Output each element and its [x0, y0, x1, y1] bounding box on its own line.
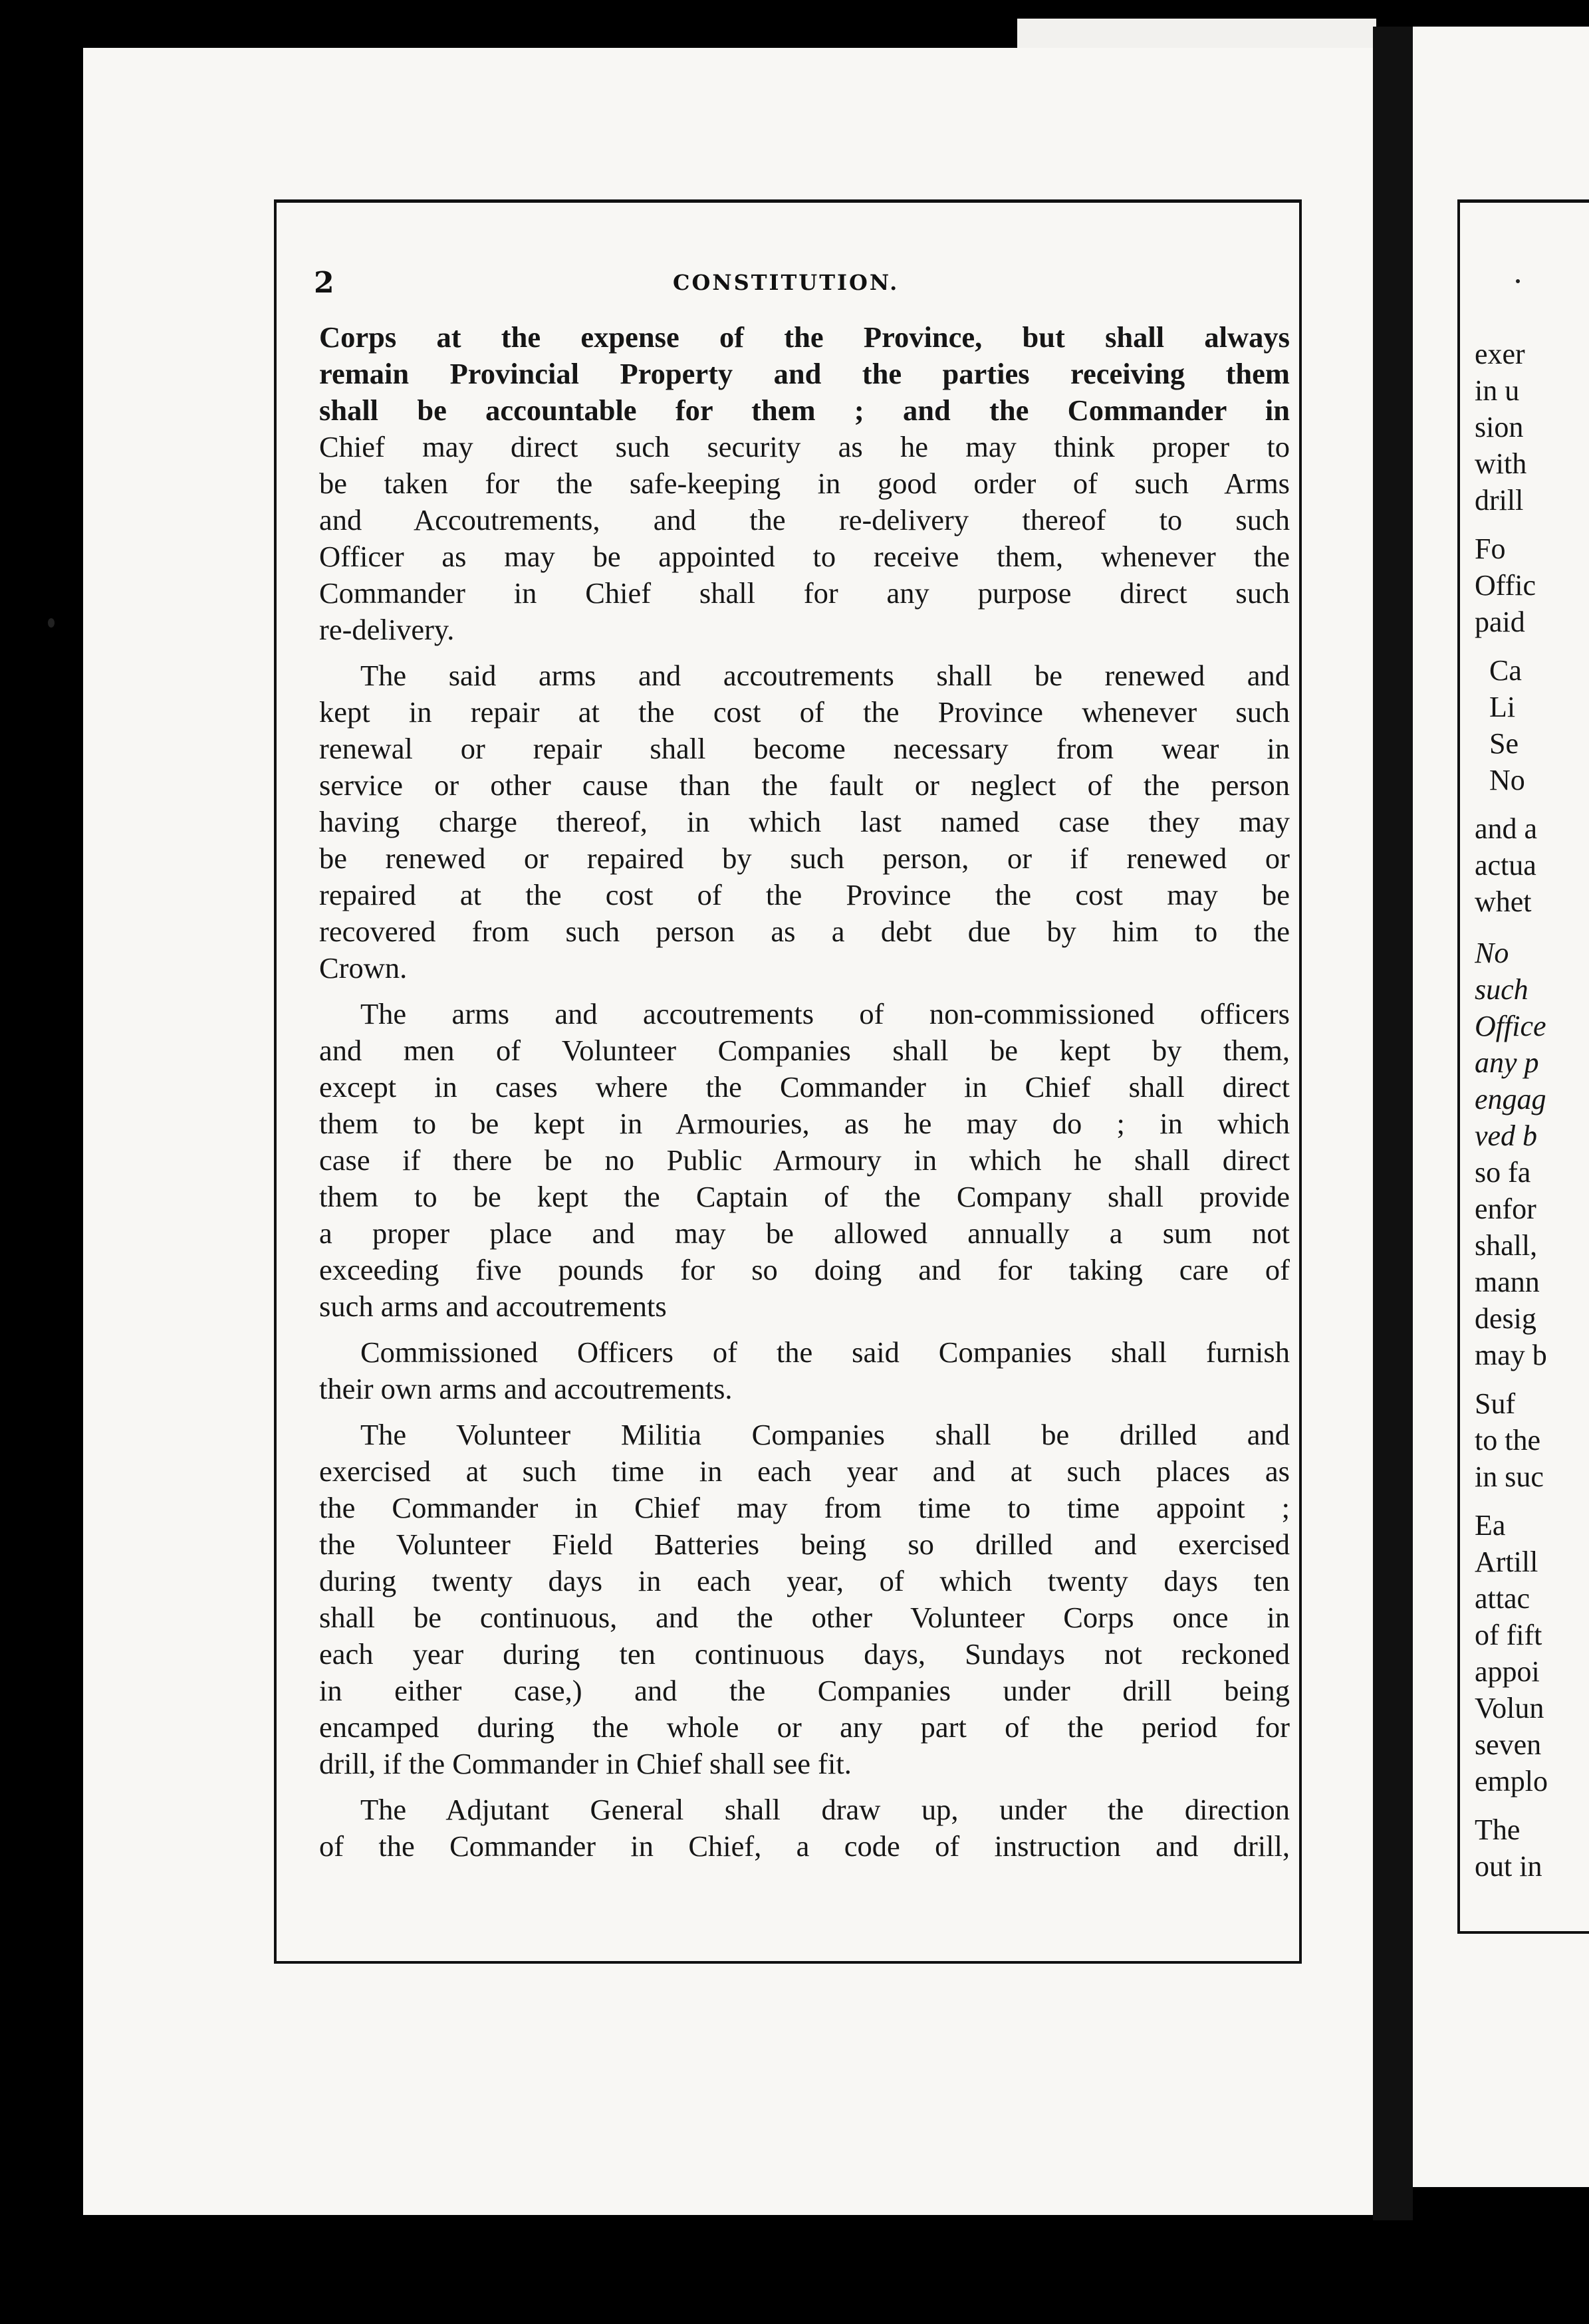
right-page-fragment: any p	[1475, 1046, 1539, 1079]
right-page-fragment: Office	[1475, 1010, 1546, 1042]
text-line: the Volunteer Field Batteries being so drilled and exercised	[319, 1528, 1290, 1561]
text-line: each year during ten continuous days, Sundays not reckoned	[319, 1637, 1290, 1671]
text-line: kept in repair at the cost of the Province whenever such	[319, 695, 1290, 729]
text-line: Chief may direct such security as he may think proper to	[319, 430, 1290, 463]
text-line: having charge thereof, in which last named case they may	[319, 805, 1290, 838]
text-line: The Adjutant General shall draw up, under the direction	[360, 1793, 1290, 1826]
text-line: exercised at such time in each year and at such places as	[319, 1454, 1290, 1488]
scan-speck	[48, 618, 55, 628]
text-line: The arms and accoutrements of non-commissioned officers	[360, 997, 1290, 1030]
right-page-fragment: Offic	[1475, 569, 1536, 602]
right-page-fragment: Ea	[1475, 1509, 1506, 1542]
body-text	[319, 319, 1290, 1865]
right-page-fragment: attac	[1475, 1582, 1530, 1615]
right-page-fragment: The	[1475, 1813, 1521, 1846]
right-page-fragment: appoi	[1475, 1655, 1540, 1688]
text-line: a proper place and may be allowed annually a sum not	[319, 1217, 1290, 1250]
right-page-fragment: with	[1475, 447, 1527, 480]
paragraph	[319, 1417, 1290, 1782]
page-number: 2	[314, 266, 334, 300]
text-line: Officer as may be appointed to receive them, whenever the	[319, 540, 1290, 573]
right-page-fragment: seven	[1475, 1728, 1542, 1761]
text-line: Commander in Chief shall for any purpose direct such	[319, 576, 1290, 610]
right-page-fragment: desig	[1475, 1302, 1536, 1335]
text-line: Commissioned Officers of the said Companies shall furnish	[360, 1336, 1290, 1369]
right-page-fragment: engag	[1475, 1083, 1546, 1115]
scan-speck	[1516, 279, 1520, 283]
right-page-fragment: and a	[1475, 812, 1538, 845]
paragraph	[319, 657, 1290, 987]
right-page-fragment: No	[1489, 764, 1525, 796]
right-page-fragment: so fa	[1475, 1156, 1531, 1189]
text-line: case if there be no Public Armoury in which he shall direct	[319, 1143, 1290, 1177]
text-line: of the Commander in Chief, a code of instruction and drill,	[319, 1829, 1290, 1863]
text-line: except in cases where the Commander in Chief shall direct	[319, 1070, 1290, 1104]
right-page-fragment: sion	[1475, 411, 1524, 443]
text-line: The said arms and accoutrements shall be renewed and	[360, 659, 1290, 692]
right-page-fragment: Volun	[1475, 1692, 1544, 1724]
right-page-fragment: exer	[1475, 338, 1525, 370]
text-line: them to be kept the Captain of the Company shall provide	[319, 1180, 1290, 1213]
right-page-fragment: paid	[1475, 606, 1525, 638]
right-page-fragment: drill	[1475, 484, 1524, 517]
text-line: the Commander in Chief may from time to time appoint ;	[319, 1491, 1290, 1524]
text-line: shall be continuous, and the other Volunteer Corps once in	[319, 1601, 1290, 1634]
right-page-fragment: in suc	[1475, 1460, 1544, 1493]
text-line: repaired at the cost of the Province the cost may be	[319, 878, 1290, 911]
text-line: during twenty days in each year, of which twenty days ten	[319, 1564, 1290, 1597]
right-page-fragment: to the	[1475, 1424, 1540, 1456]
text-line: recovered from such person as a debt due by him to the	[319, 915, 1290, 948]
text-line: and Accoutrements, and the re-delivery thereof to such	[319, 503, 1290, 536]
page-header	[314, 266, 1291, 306]
text-line: and men of Volunteer Companies shall be kept by them,	[319, 1034, 1290, 1067]
right-page-fragment: No	[1475, 937, 1509, 969]
right-page-fragment: actua	[1475, 849, 1536, 881]
paragraph	[319, 996, 1290, 1325]
text-line: them to be kept in Armouries, as he may do ; in which	[319, 1107, 1290, 1140]
right-page-fragment: out in	[1475, 1850, 1542, 1883]
right-page-fragment: shall,	[1475, 1229, 1538, 1262]
right-page-fragment: mann	[1475, 1266, 1540, 1298]
running-title: CONSTITUTION.	[673, 270, 900, 295]
text-line: The Volunteer Militia Companies shall be drilled and	[360, 1418, 1290, 1451]
right-page-fragment: may b	[1475, 1339, 1547, 1371]
text-line: in either case,) and the Companies under drill being	[319, 1674, 1290, 1707]
text-line: exceeding five pounds for so doing and for taking care of	[319, 1253, 1290, 1286]
text-line: Crown.	[319, 951, 408, 985]
right-page-fragment: enfor	[1475, 1193, 1536, 1225]
right-page-fragment: emplo	[1475, 1765, 1548, 1798]
right-page-fragment: Artill	[1475, 1546, 1538, 1578]
text-line: renewal or repair shall become necessary from wear in	[319, 732, 1290, 765]
book-gutter	[1373, 27, 1413, 2220]
right-page-fragment: whet	[1475, 885, 1532, 918]
text-line: be taken for the safe-keeping in good order of such Arms	[319, 467, 1290, 500]
text-line: shall be accountable for them ; and the Commander in	[319, 394, 1290, 427]
text-line: Corps at the expense of the Province, but shall always	[319, 320, 1290, 354]
text-line: such arms and accoutrements	[319, 1290, 667, 1323]
paragraph	[319, 1334, 1290, 1407]
text-line: drill, if the Commander in Chief shall see fit.	[319, 1747, 852, 1780]
text-line: encamped during the whole or any part of the period for	[319, 1710, 1290, 1744]
text-line: service or other cause than the fault or neglect of the person	[319, 768, 1290, 802]
text-line: their own arms and accoutrements.	[319, 1372, 733, 1405]
right-page-fragment: ved b	[1475, 1119, 1538, 1152]
right-page-fragment: in u	[1475, 374, 1520, 407]
right-page-fragment: Suf	[1475, 1387, 1516, 1420]
paragraph	[319, 1792, 1290, 1865]
right-page-fragment: such	[1475, 973, 1528, 1006]
right-page-fragment: Se	[1489, 727, 1519, 760]
right-page-fragment: of fift	[1475, 1619, 1542, 1651]
right-page-fragment: Li	[1489, 691, 1516, 723]
paragraph	[319, 319, 1290, 648]
right-page-fragment: Fo	[1475, 532, 1506, 565]
text-line: be renewed or repaired by such person, or if renewed or	[319, 842, 1290, 875]
text-line: remain Provincial Property and the parties receiving them	[319, 357, 1290, 390]
right-page-text	[1475, 336, 1589, 1885]
text-line: re-delivery.	[319, 613, 455, 646]
right-page-fragment: Ca	[1489, 654, 1522, 687]
